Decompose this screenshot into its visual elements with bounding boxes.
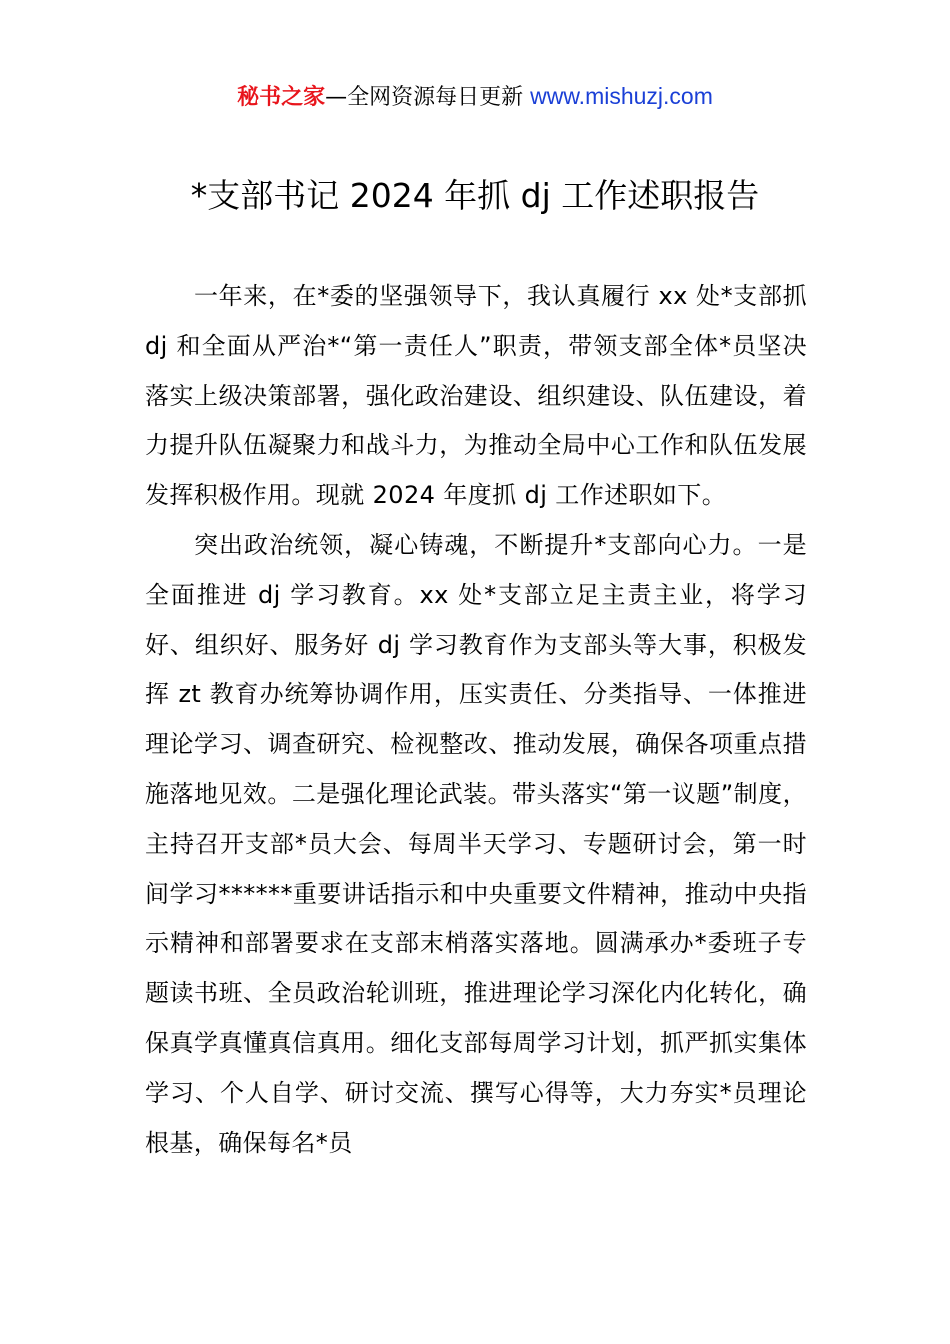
site-header [0,80,950,114]
brand-name: 秘书之家 [237,85,326,110]
paragraph-intro: 一年来，在*委的坚强领导下，我认真履行 xx 处*支部抓 dj 和全面从严治*“第一责任人”职责，带领支部全体*员坚决落实上级决策部署，强化政治建设、组织建设、队伍建设，着力提升队伍凝聚力和战斗力，为推动全局中心工作和队伍发展发挥积极作用。现就 2024 年度抓 dj 工作述职如下。 [145,282,807,510]
document-title: *支部书记 2024 年抓 dj 工作述职报告 [190,176,760,215]
paragraph-political-leadership: 突出政治统领，凝心铸魂，不断提升*支部向心力。一是全面推进 dj 学习教育。xx 处*支部立足主责主业，将学习好、组织好、服务好 dj 学习教育作为支部头等大事，积极发挥 zt 教育办统筹协调作用，压实责任、分类指导、一体推进理论学习、调查研究、检视整改、推动发展，确保各项重点措施落地见效。二是强化理论武装。带头落实“第一议题”制度，主持召开支部*员大会、每周半天学习、专题研讨会，第一时间学习******重要讲话指示和中央重要文件精神，推动中央指示精神和部署要求在支部末梢落实落地。圆满承办*委班子专题读书班、全员政治轮训班，推进理论学习深化内化转化，确保真学真懂真信真用。细化支部每周学习计划，抓严抓实集体学习、个人自学、研讨交流、撰写心得等，大力夯实*员理论根基，确保每名*员 [145,530,807,1157]
document-body [145,272,807,1168]
site-url-link[interactable]: www.mishuzj.com [530,83,713,109]
header-tagline: —全网资源每日更新 [325,85,531,110]
